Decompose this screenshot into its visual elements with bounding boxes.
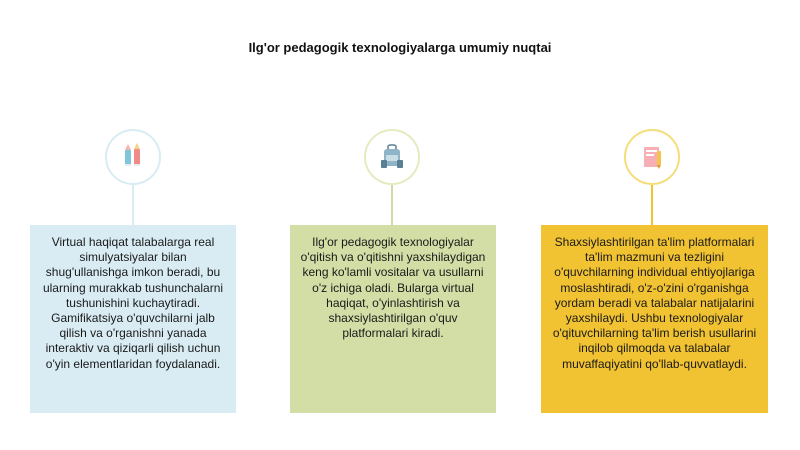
info-box	[541, 225, 768, 413]
backpack-icon	[364, 129, 420, 185]
pencils-icon	[105, 129, 161, 185]
connector-line	[651, 185, 653, 225]
info-text: Ilg'or pedagogik texnologiyalar o'qitish va o'qitishni yaxshilaydigan keng ko'lamli vositalar va usullarni o'z ichiga oladi. Bularga virtual haqiqat, o'yinlashtirish va shaxsiylashtirilgan o'quv platformalari kiradi.	[300, 235, 486, 341]
diagram-title: Ilg'or pedagogik texnologiyalarga umumiy nuqtai	[248, 40, 552, 55]
connector-line	[391, 185, 393, 225]
info-box	[30, 225, 236, 413]
info-box	[290, 225, 496, 413]
connector-line	[132, 185, 134, 225]
info-text: Shaxsiylashtirilgan ta'lim platformalari ta'lim mazmuni va tezligini o'quvchilarning individual ehtiyojlariga moslashtiradi, o'z-o'zini o'rganishga yordam beradi va talabalar natijalarini yaxshilaydi. Ushbu texnologiyalar o'qituvchilarning ta'lim berish usullarini inqilob qilmoqda va talabalar muvaffaqiyatini qo'llab-quvvatlaydi.	[552, 235, 757, 371]
info-text: Virtual haqiqat talabalarga real simulyatsiyalar bilan shug'ullanishga imkon beradi, bu ularning murakkab tushunchalarni tushunishini kuchaytiradi. Gamifikatsiya o'quvchilarni jalb qilish va o'rganishni yanada interaktiv va qiziqarli qilish uchun o'yin elementlaridan foydalanadi.	[42, 235, 224, 371]
notebook-icon	[624, 129, 680, 185]
